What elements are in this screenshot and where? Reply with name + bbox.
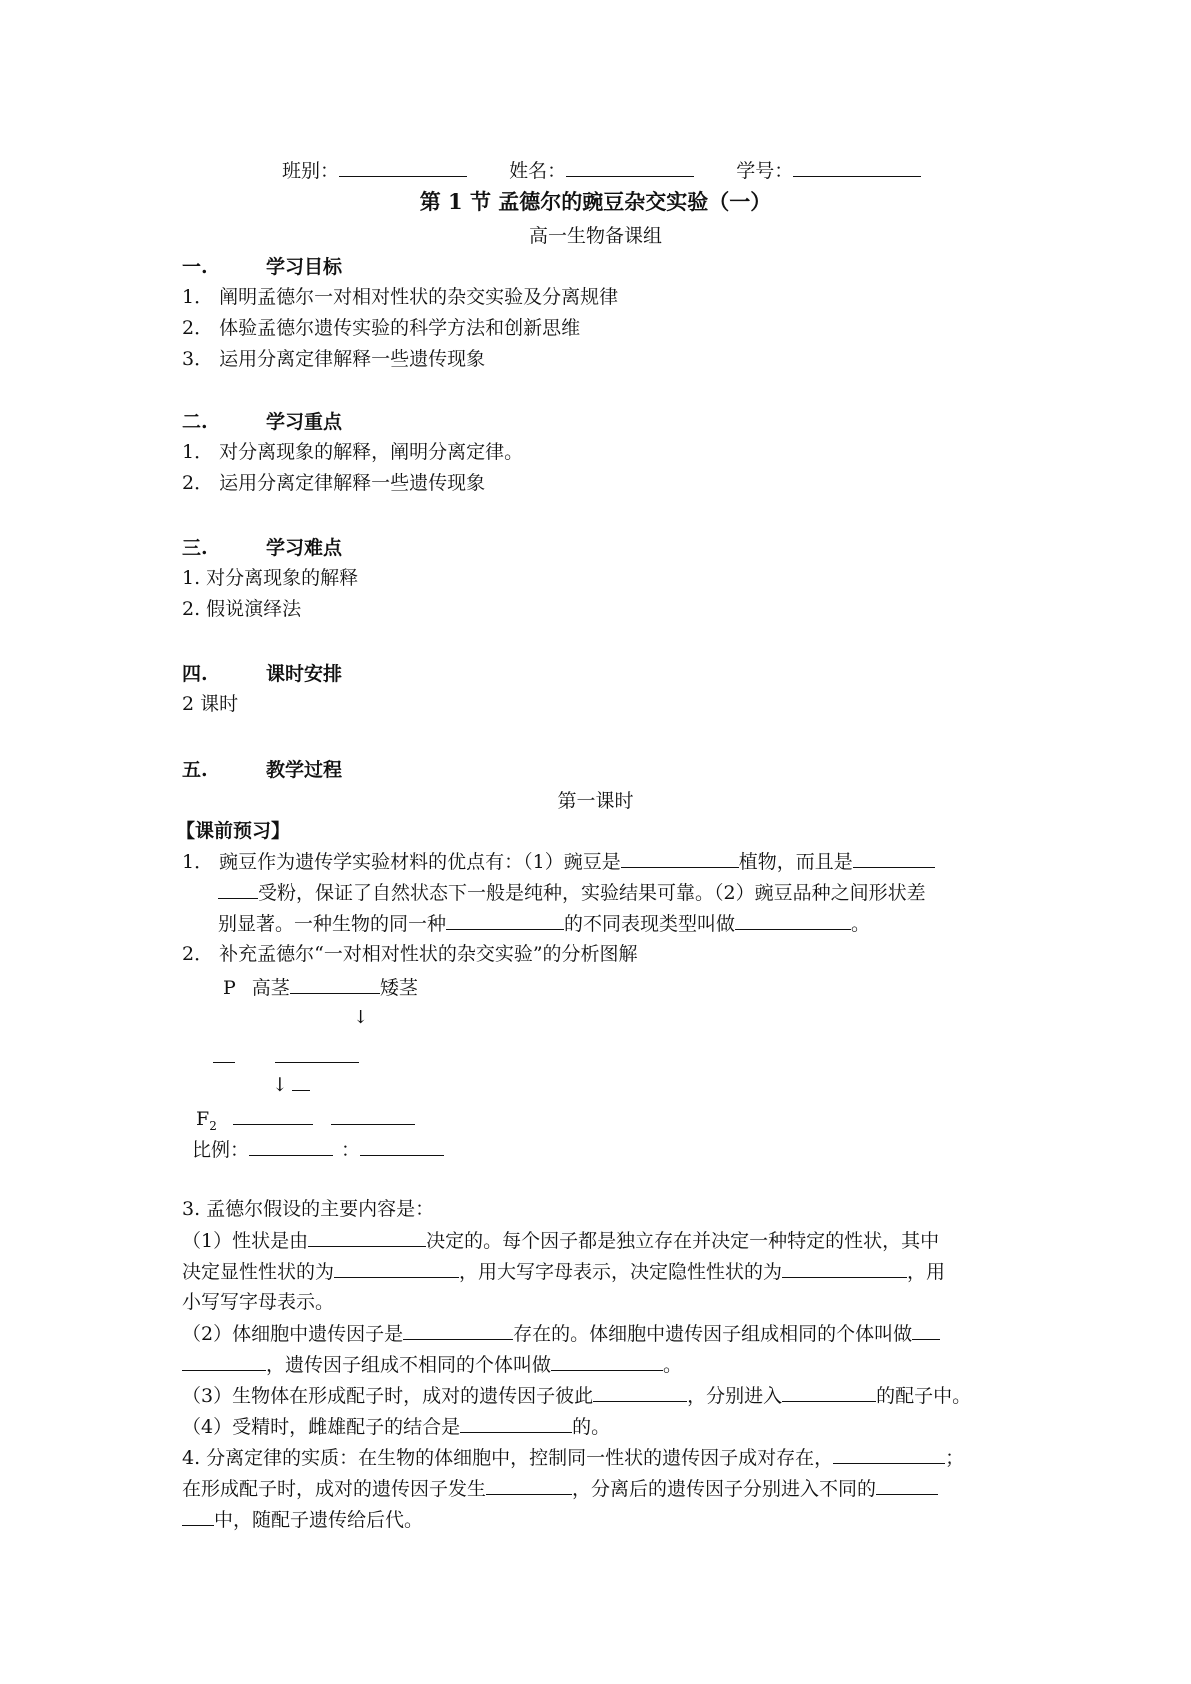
p-generation-label: P [223, 977, 236, 999]
q4-blank-gametes-cont[interactable] [182, 1507, 214, 1526]
section-number: 四. [182, 663, 208, 685]
q3-part-2-line-1 [182, 1321, 940, 1346]
q3-text: 存在的。体细胞中遗传因子组成相同的个体叫做 [513, 1323, 913, 1345]
section-heading [182, 410, 342, 434]
q3-part-2-line-2 [182, 1352, 682, 1377]
q3-blank-homozygote[interactable] [912, 1321, 940, 1340]
name-blank[interactable] [566, 158, 694, 177]
q4-blank-independent[interactable] [833, 1445, 945, 1464]
diagram-f1-row [213, 1044, 359, 1069]
q4-text: 4. 分离定律的实质：在生物的体细胞中，控制同一性状的遗传因子成对存在， [182, 1447, 834, 1469]
section-title: 学习重点 [266, 411, 343, 433]
class-label: 班别： [282, 160, 340, 182]
f2-trait-blank-2[interactable] [331, 1106, 415, 1125]
q3-text: ，用大写字母表示，决定隐性性状的为 [459, 1261, 783, 1283]
diagram-p-row [223, 975, 418, 1000]
q3-text: 决定显性性状的为 [182, 1261, 335, 1283]
list-item: 2． 运用分离定律解释一些遗传现象 [182, 472, 486, 494]
q3-text: ，分别进入 [687, 1385, 783, 1407]
list-item: 1． 阐明孟德尔一对相对性状的杂交实验及分离规律 [182, 286, 619, 308]
q3-part-1-line-1 [182, 1228, 939, 1253]
q3-blank-dominant[interactable] [334, 1259, 459, 1278]
section-title: 学习目标 [266, 256, 343, 278]
q3-text: （1）性状是由 [182, 1230, 309, 1252]
section-title: 课时安排 [266, 663, 343, 685]
section-heading [182, 255, 342, 279]
q1-text: 植物，而且是 [738, 851, 853, 873]
q1-text: 的不同表现类型叫做 [564, 913, 736, 935]
question-4-line-2 [182, 1476, 938, 1501]
lesson-heading: 第一课时 [557, 790, 634, 812]
diagram-ratio-row [192, 1137, 444, 1162]
q1-blank-pollination-cont[interactable] [218, 880, 258, 899]
q3-text: 决定的。每个因子都是独立存在并决定一种特定的性状，其中 [426, 1230, 940, 1252]
q1-text: 别显著。一种生物的同一种 [218, 913, 447, 935]
q3-part-4-line [182, 1414, 610, 1439]
student-info-line [282, 158, 921, 183]
diagram-selfing-row [272, 1072, 310, 1097]
section-number: 五. [182, 759, 208, 781]
list-item: 2． 体验孟德尔遗传实验的科学方法和创新思维 [182, 317, 581, 339]
q3-blank-random[interactable] [460, 1414, 572, 1433]
diagram-f2-row [196, 1106, 415, 1138]
selfing-symbol-blank[interactable] [292, 1072, 310, 1091]
q4-text: 在形成配子时，成对的遗传因子发生 [182, 1478, 487, 1500]
section-number: 一. [182, 256, 208, 278]
section-heading [182, 758, 342, 782]
q3-blank-heterozygote[interactable] [551, 1352, 663, 1371]
q4-blank-gametes[interactable] [876, 1476, 938, 1495]
tall-stem-label: 高茎 [251, 977, 290, 999]
q1-text: 1． 豌豆作为遗传学实验材料的优点有：（1）豌豆是 [182, 851, 621, 873]
q4-blank-separation[interactable] [486, 1476, 572, 1495]
f1-trait-blank[interactable] [275, 1044, 359, 1063]
down-arrow-icon: ↓ [353, 1007, 369, 1028]
question-4-line-3 [182, 1507, 423, 1532]
q1-blank-relative-trait[interactable] [735, 911, 851, 930]
name-label: 姓名： [509, 160, 567, 182]
section-heading [182, 536, 342, 560]
page-subtitle: 高一生物备课组 [528, 225, 662, 247]
q3-part-3-line [182, 1383, 971, 1408]
list-item: 1． 对分离现象的解释，阐明分离定律。 [182, 441, 524, 463]
q3-part-1-line-2 [182, 1259, 945, 1284]
f1-label-blank[interactable] [213, 1044, 235, 1063]
question-3-line-1: 3. 孟德尔假设的主要内容是： [182, 1198, 435, 1220]
q3-text: 的。 [572, 1416, 611, 1438]
preview-heading: 【课前预习】 [176, 820, 291, 842]
id-label: 学号： [736, 160, 794, 182]
short-stem-label: 矮茎 [379, 977, 418, 999]
ratio-blank-1[interactable] [249, 1137, 333, 1156]
q3-blank-paired[interactable] [403, 1321, 513, 1340]
q4-text: ，分离后的遗传因子分别进入不同的 [572, 1478, 877, 1500]
q1-blank-plant-type[interactable] [621, 849, 739, 868]
question-1-line-2 [218, 880, 926, 905]
id-blank[interactable] [793, 158, 921, 177]
section-number: 三. [182, 537, 208, 559]
q3-text: （3）生物体在形成配子时，成对的遗传因子彼此 [182, 1385, 594, 1407]
q3-blank-homozygote-cont[interactable] [182, 1352, 266, 1371]
page-title: 第 1 节 孟德尔的豌豆杂交实验（一） [419, 189, 772, 214]
list-item: 1. 对分离现象的解释 [182, 567, 359, 589]
question-2-line-1: 2． 补充孟德尔“一对相对性状的杂交实验”的分析图解 [182, 943, 638, 965]
q3-text: ，遗传因子组成不相同的个体叫做 [266, 1354, 552, 1376]
ratio-label: 比例： [192, 1139, 250, 1161]
q3-part-1-line-3: 小写写字母表示。 [182, 1291, 335, 1313]
class-blank[interactable] [339, 158, 467, 177]
cross-symbol-blank[interactable] [290, 975, 380, 994]
section-title: 学习难点 [266, 537, 343, 559]
f2-trait-blank-1[interactable] [233, 1106, 313, 1125]
section-title: 教学过程 [266, 759, 343, 781]
question-1-line-1 [182, 849, 935, 874]
section-heading [182, 662, 342, 686]
q3-text: ，用 [907, 1261, 946, 1283]
q1-text: 。 [851, 913, 871, 935]
q1-blank-pollination[interactable] [853, 849, 935, 868]
q3-text: （4）受精时，雌雄配子的结合是 [182, 1416, 461, 1438]
q3-text: 的配子中。 [876, 1385, 972, 1407]
question-4-line-1 [182, 1445, 964, 1470]
q4-text: 中，随配子遗传给后代。 [214, 1509, 424, 1531]
f2-label: F [196, 1108, 210, 1130]
question-1-line-3 [218, 911, 870, 936]
q3-text: （2）体细胞中遗传因子是 [182, 1323, 404, 1345]
list-item: 2. 假说演绎法 [182, 598, 302, 620]
q3-text: 。 [663, 1354, 683, 1376]
f2-subscript: 2 [209, 1118, 217, 1133]
ratio-colon: ： [341, 1139, 361, 1161]
q3-blank-different[interactable] [782, 1383, 876, 1402]
section-number: 二. [182, 411, 208, 433]
q3-blank-separate[interactable] [593, 1383, 687, 1402]
list-item: 2 课时 [182, 693, 239, 715]
q1-text: 受粉，保证了自然状态下一般是纯种，实验结果可靠。（2）豌豆品种之间形状差 [258, 882, 926, 904]
q4-text: ； [945, 1447, 965, 1469]
down-arrow-icon: ↓ [272, 1074, 288, 1096]
q3-blank-factor[interactable] [308, 1228, 426, 1247]
q3-blank-recessive[interactable] [782, 1259, 907, 1278]
list-item: 3． 运用分离定律解释一些遗传现象 [182, 348, 486, 370]
ratio-blank-2[interactable] [360, 1137, 444, 1156]
q1-blank-trait[interactable] [446, 911, 564, 930]
